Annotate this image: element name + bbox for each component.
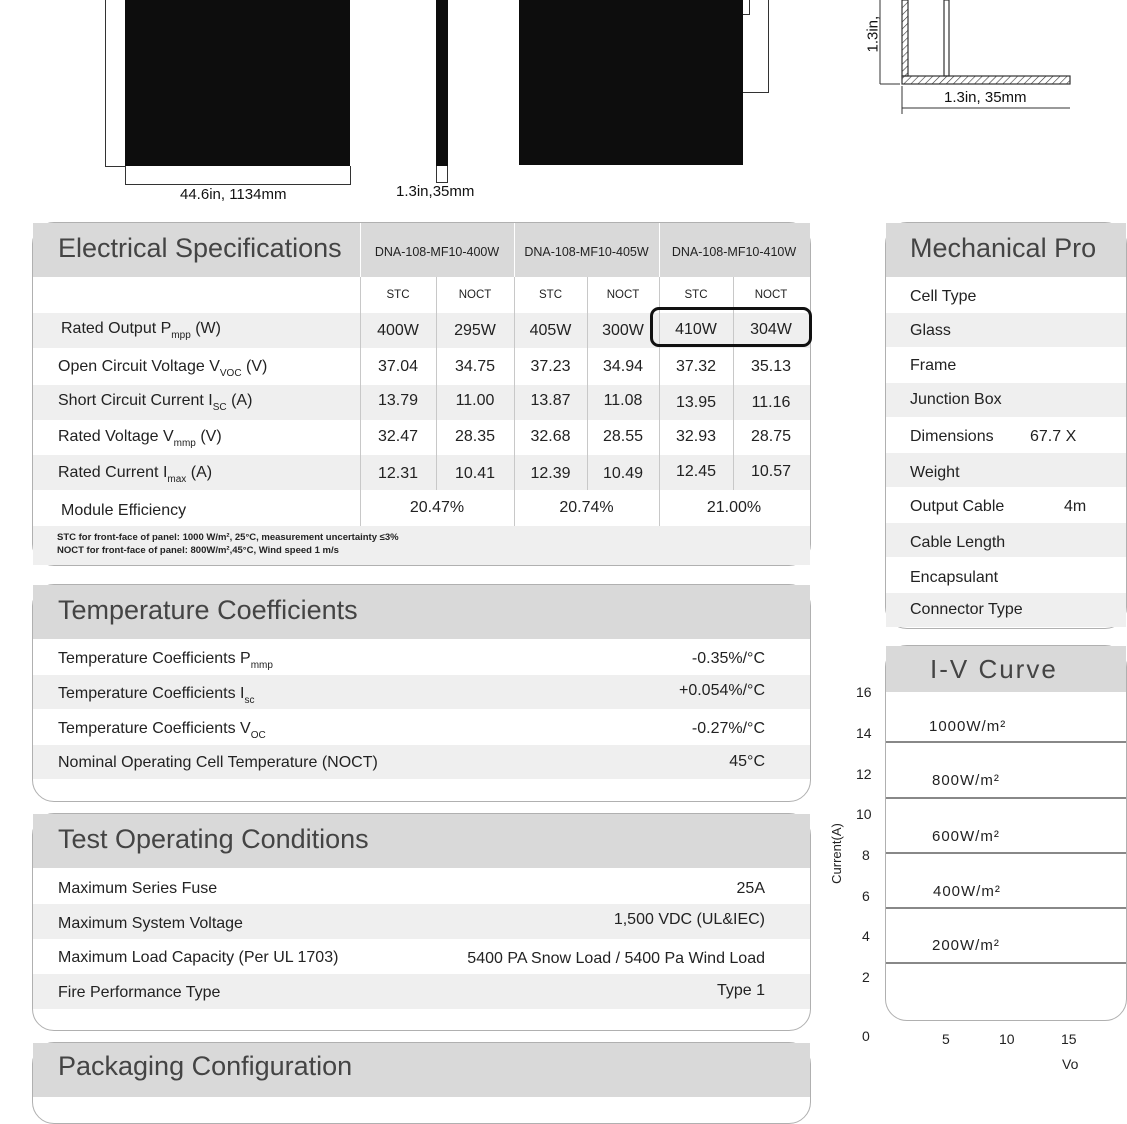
iv-curve-title: I-V Curve	[930, 654, 1058, 684]
cell-value: 295W	[454, 322, 496, 339]
test-title: Test Operating Conditions	[58, 824, 369, 854]
cell-value: 10.41	[454, 465, 496, 482]
row-label: Short Circuit Current $I_{SC}$ (A)	[58, 392, 253, 413]
stc-header: STC	[386, 289, 410, 301]
x-tick-label: 10	[999, 1031, 1015, 1047]
electrical-specifications-card	[32, 222, 811, 566]
cell-value: 34.75	[454, 358, 496, 375]
mechanical-properties-card	[885, 222, 1127, 629]
row-label: Rated Current $I_{max}$ (A)	[58, 464, 213, 485]
cell-value: 400W	[377, 322, 419, 339]
footnote-noct: NOCT for front-face of panel: 800W/m²,45°C, Wind speed 1 m/s	[57, 545, 339, 556]
y-axis-label: Current(A)	[828, 823, 844, 884]
cell-value: 32.47	[377, 428, 419, 445]
temp-row-value: 45°C	[729, 753, 765, 770]
row-label: Rated Voltage $V_{mmp}$ (V)	[58, 428, 222, 449]
cell-value: 28.75	[750, 428, 792, 445]
cell-value: 32.68	[530, 428, 571, 445]
cell-value: 11.00	[455, 392, 495, 409]
mech-row-label: Cable Length	[910, 534, 1006, 551]
test-row-label: Maximum Load Capacity (Per UL 1703)	[58, 949, 339, 966]
test-row-value: Type 1	[716, 982, 765, 999]
side-thickness-label: 1.3in,35mm	[396, 183, 475, 200]
cell-value: 32.93	[675, 428, 717, 445]
irradiance-label: 400W/m²	[933, 883, 1001, 900]
side-dimension-box	[436, 166, 448, 183]
cell-value: 11.08	[603, 392, 643, 409]
efficiency-label: Module Efficiency	[61, 502, 187, 519]
row-label: Rated Output $P_{mpp}$ (W)	[61, 320, 221, 341]
temp-row-value: -0.27%/°C	[691, 720, 765, 737]
x-axis-label: Vo	[1062, 1056, 1079, 1072]
temperature-coefficients-card	[32, 584, 811, 802]
y-tick-label: 4	[862, 928, 870, 944]
y-tick-label: 12	[856, 766, 872, 782]
cell-value: 28.55	[602, 428, 644, 445]
cell-value: 405W	[529, 322, 572, 339]
mech-row-label: Cell Type	[910, 288, 977, 305]
cell-value: 37.04	[377, 358, 419, 375]
mech-row-value: 67.7 X	[1030, 428, 1077, 445]
mech-row-label: Encapsulant	[910, 569, 999, 586]
y-tick-label: 6	[862, 888, 870, 904]
model-header: DNA-108-MF10-400W	[374, 245, 500, 259]
mechanical-title: Mechanical Pro	[910, 233, 1097, 263]
stc-header: STC	[539, 289, 562, 301]
iv-series-line	[886, 741, 1126, 743]
cell-value: 12.31	[377, 465, 419, 482]
iv-series-line	[886, 907, 1126, 909]
temp-row-label: Temperature Coefficients $I_{sc}$	[58, 685, 255, 706]
mech-row-label: Output Cable	[910, 498, 1005, 515]
temp-row-value: +0.054%/°C	[678, 682, 765, 699]
efficiency-value: 21.00%	[706, 499, 762, 516]
frame-width-label: 1.3in, 35mm	[944, 89, 1027, 106]
mech-row-label: Junction Box	[910, 391, 1002, 408]
footnote-stc: STC for front-face of panel: 1000 W/m², 25°C, measurement uncertainty ≤3%	[57, 532, 399, 543]
front-width-label: 44.6in, 1134mm	[180, 186, 287, 203]
model-header: DNA-108-MF10-405W	[524, 245, 649, 259]
cell-value: 304W	[750, 321, 792, 338]
temperature-title: Temperature Coefficients	[58, 595, 358, 625]
test-row-label: Maximum System Voltage	[58, 915, 243, 932]
cell-value: 34.94	[602, 358, 644, 375]
y-tick-label: 14	[856, 725, 872, 741]
y-tick-label: 16	[856, 684, 872, 700]
model-header: DNA-108-MF10-410W	[671, 245, 797, 259]
cell-value: 10.57	[750, 463, 792, 480]
efficiency-value: 20.74%	[559, 499, 614, 516]
y-tick-label: 10	[856, 806, 872, 822]
test-operating-conditions-card	[32, 813, 811, 1031]
test-row-value: 1,500 VDC (UL&IEC)	[613, 911, 765, 928]
irradiance-label: 800W/m²	[932, 772, 1000, 789]
electrical-title: Electrical Specifications	[58, 233, 342, 263]
cell-value: 300W	[602, 322, 644, 339]
test-row-value: 25A	[736, 880, 765, 897]
mech-row-label: Glass	[910, 322, 951, 339]
front-frame-outline	[105, 0, 126, 167]
irradiance-label: 1000W/m²	[929, 718, 1007, 735]
temp-row-label: Nominal Operating Cell Temperature (NOCT)	[58, 754, 378, 771]
col-divider	[587, 277, 588, 490]
mech-row-label: Dimensions	[910, 428, 994, 445]
test-row-value: 5400 PA Snow Load / 5400 Pa Wind Load	[467, 950, 765, 967]
back-frame-inner	[743, 0, 750, 15]
module-front-view	[125, 0, 350, 166]
noct-header: NOCT	[458, 289, 492, 301]
packaging-configuration-card	[32, 1042, 811, 1124]
mech-row-label: Connector Type	[910, 601, 1023, 618]
col-divider	[436, 277, 437, 490]
y-tick-label: 0	[862, 1028, 870, 1044]
cell-value: 12.45	[675, 463, 717, 480]
cell-value: 13.95	[675, 394, 717, 411]
cell-value: 28.35	[454, 428, 496, 445]
x-tick-label: 5	[942, 1031, 950, 1047]
cell-value: 10.49	[602, 465, 644, 482]
packaging-title: Packaging Configuration	[58, 1051, 353, 1081]
noct-header: NOCT	[606, 289, 640, 301]
test-row-label: Maximum Series Fuse	[58, 880, 218, 897]
mech-row-label: Frame	[910, 357, 957, 374]
x-tick-label: 15	[1061, 1031, 1077, 1047]
iv-series-line	[886, 962, 1126, 964]
cell-value: 37.23	[530, 358, 571, 375]
iv-series-line	[886, 852, 1126, 854]
mech-row-value: 4m	[1064, 498, 1087, 515]
module-side-view	[436, 0, 448, 166]
iv-curve-card	[885, 645, 1127, 1021]
temp-row-value: -0.35%/°C	[691, 650, 765, 667]
row-label: Open Circuit Voltage $V_{VOC}$ (V)	[58, 358, 268, 379]
cell-value: 12.39	[530, 465, 571, 482]
temp-row-label: Temperature Coefficients $V_{OC}$	[58, 720, 266, 741]
irradiance-label: 200W/m²	[932, 937, 1000, 954]
cell-value: 13.87	[530, 392, 571, 409]
cell-value: 35.13	[750, 358, 792, 375]
stc-header: STC	[684, 289, 708, 301]
y-tick-label: 8	[862, 847, 870, 863]
module-back-view	[519, 0, 743, 165]
temp-row-label: Temperature Coefficients $P_{mmp}$	[58, 650, 273, 671]
cell-value: 13.79	[377, 392, 419, 409]
y-tick-label: 2	[862, 969, 870, 985]
irradiance-label: 600W/m²	[932, 828, 1000, 845]
width-dimension-box	[125, 166, 351, 185]
frame-height-label: 1.3in,	[864, 15, 882, 53]
iv-series-line	[886, 797, 1126, 799]
highlight-box-410w	[650, 307, 812, 347]
efficiency-value: 20.47%	[409, 499, 465, 516]
mech-row-label: Weight	[910, 464, 960, 481]
test-row-label: Fire Performance Type	[58, 984, 221, 1001]
cell-value: 410W	[675, 321, 717, 338]
cell-value: 37.32	[675, 358, 717, 375]
noct-header: NOCT	[754, 289, 788, 301]
cell-value: 11.16	[751, 394, 791, 411]
